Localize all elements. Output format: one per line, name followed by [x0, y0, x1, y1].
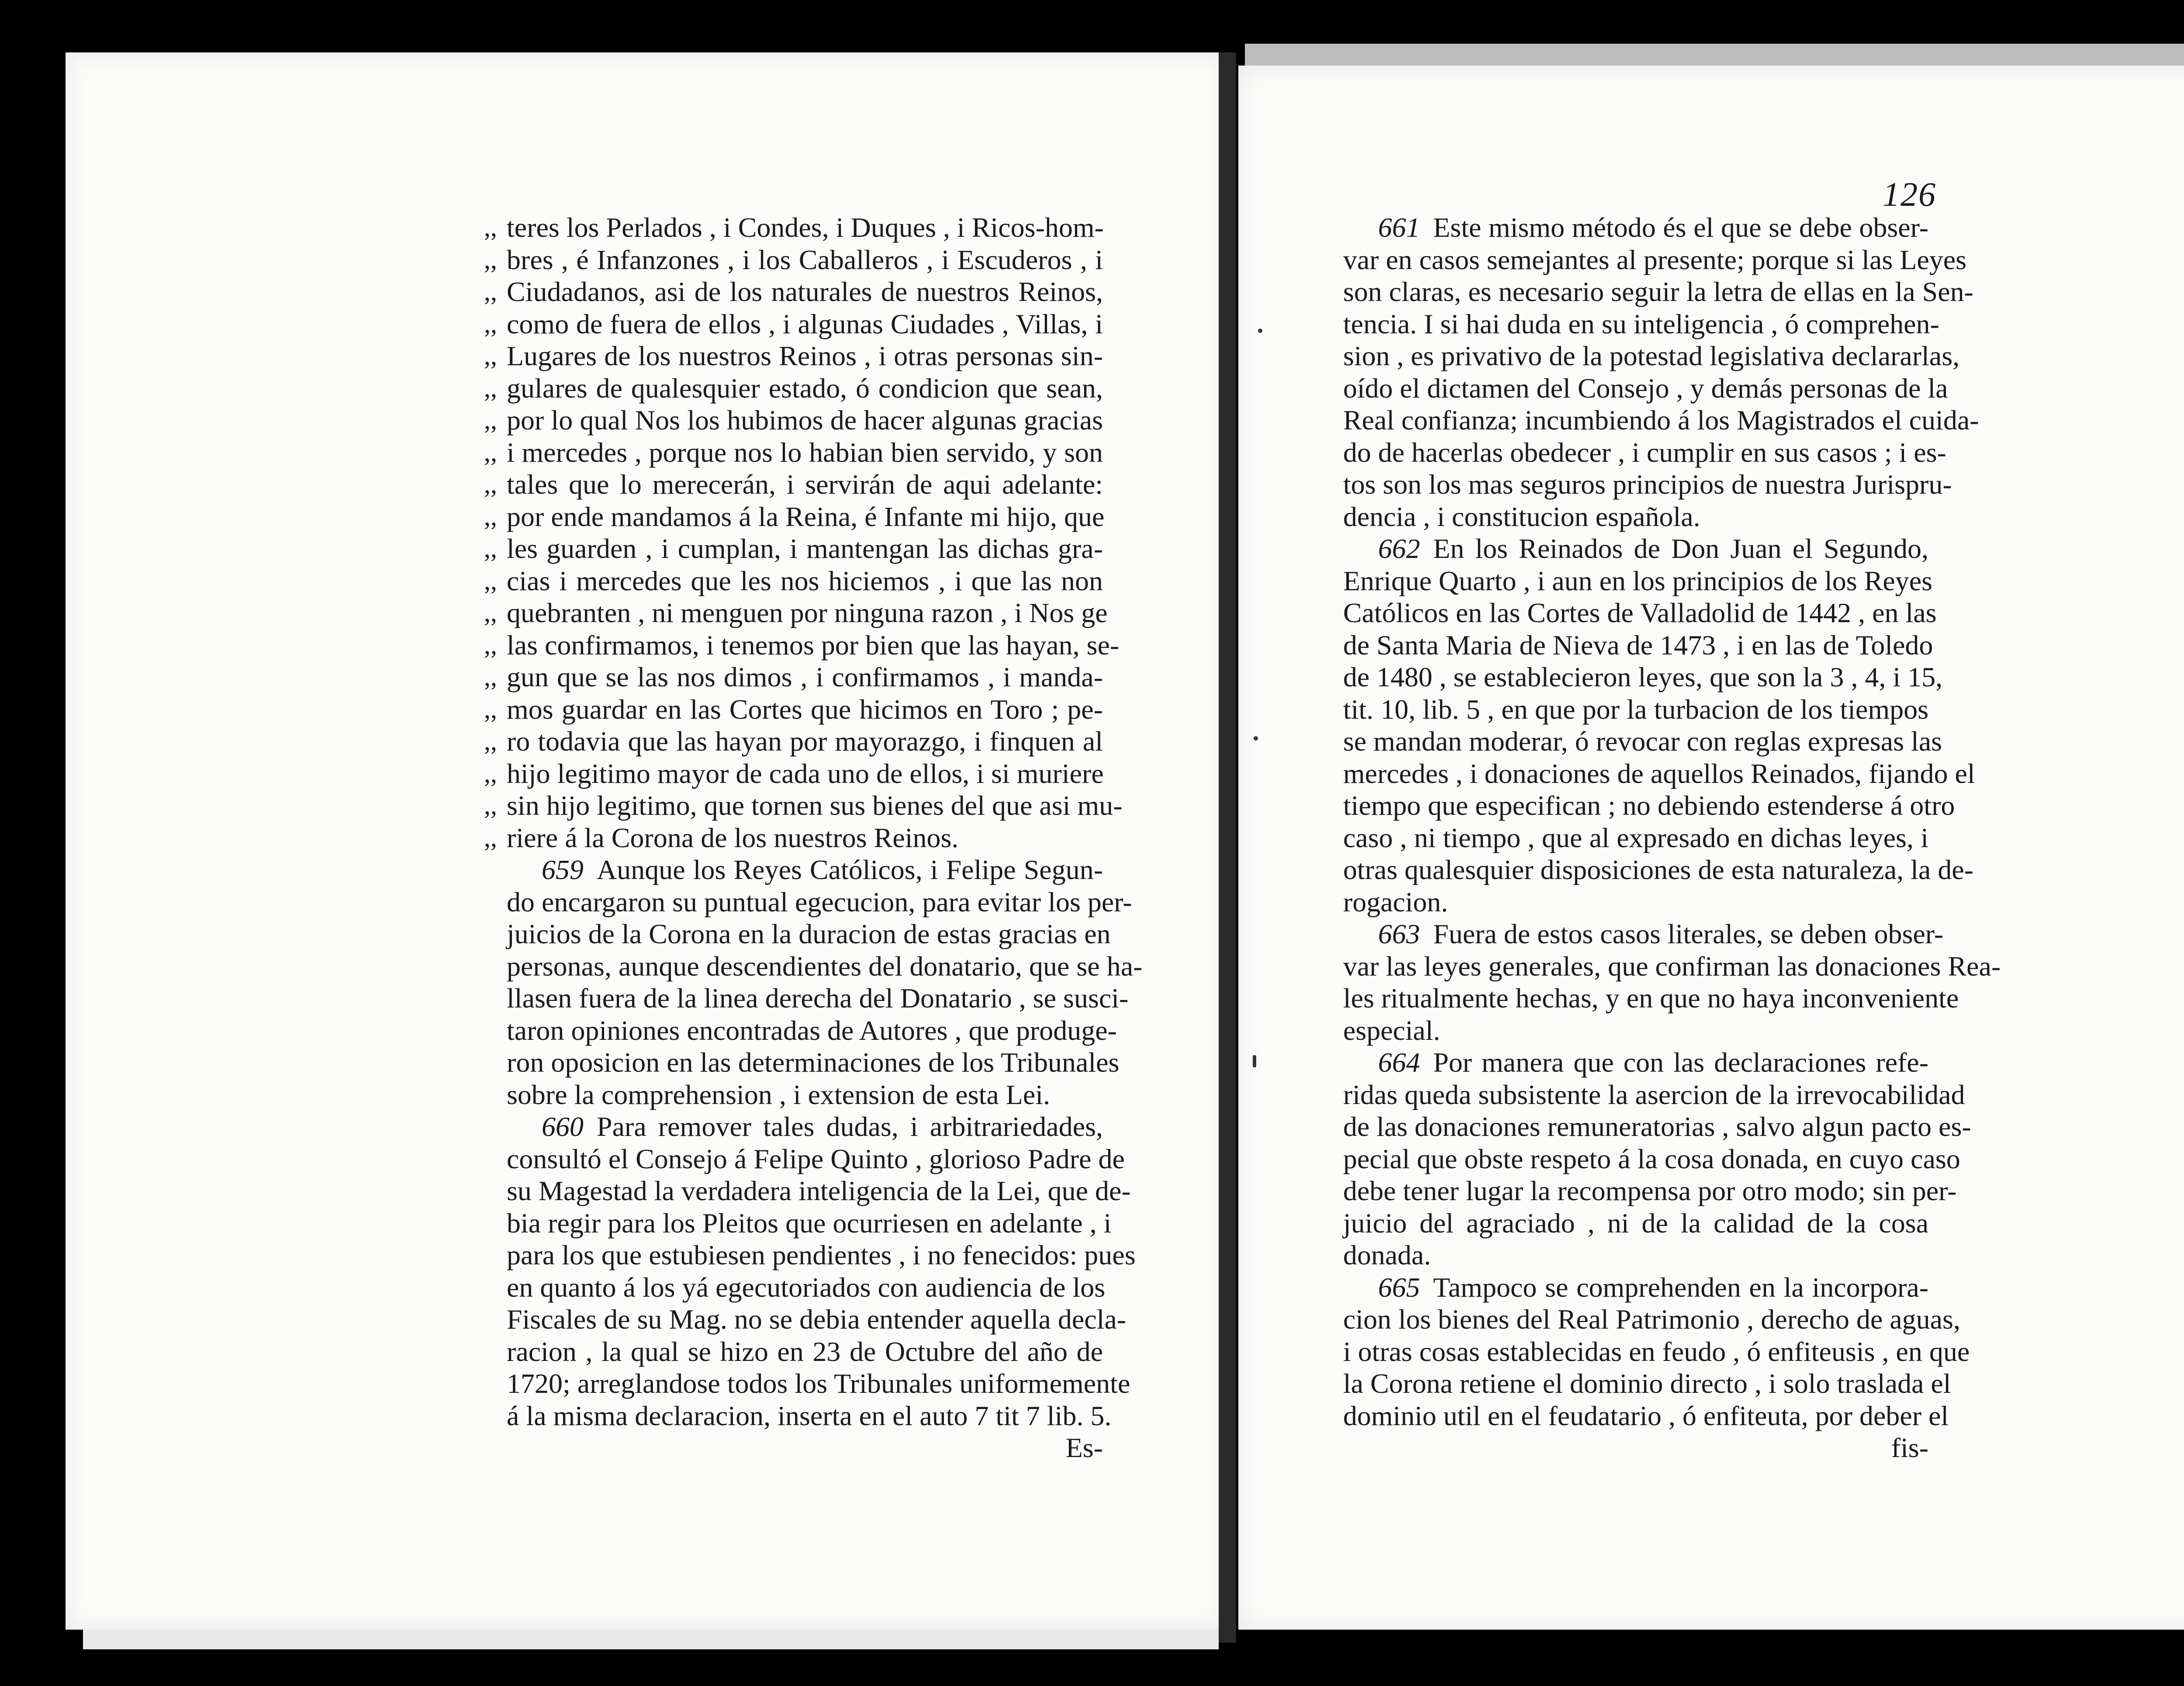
quoted-text: las confirmamos, i tenemos por bien que las hayan, se-	[507, 629, 1120, 661]
quote-mark: ,,	[484, 213, 497, 242]
text-line: á la misma declaracion, inserta en el auto 7 tit 7 lib. 5.	[507, 1400, 1112, 1431]
quoted-law-line	[484, 822, 1103, 854]
text-line: 1720; arreglandose todos los Tribunales uniformemente	[507, 1368, 1130, 1399]
quoted-law-line	[484, 308, 1103, 340]
catchword: Es-	[1065, 1432, 1103, 1463]
text-line	[1343, 918, 1944, 950]
text-line: tencia. I si hai duda en su inteligencia , ó comprehen-	[1343, 308, 1939, 339]
text-line: rogacion.	[1343, 886, 1448, 917]
text-line: donada.	[1343, 1239, 1431, 1271]
text-line: Real confianza; incumbiendo á los Magistrados el cuida-	[1343, 405, 1979, 436]
paragraph-first-line: Aunque los Reyes Católicos, i Felipe Segun-	[597, 854, 1103, 885]
quoted-law-line	[484, 468, 1103, 501]
quoted-text: mos guardar en las Cortes que hicimos en Toro ; pe-	[507, 693, 1103, 725]
quote-mark: ,,	[484, 758, 497, 788]
text-line: les ritualmente hechas, y en que no haya inconveniente	[1343, 983, 1959, 1014]
text-line: ridas queda subsistente la asercion de la irrevocabilidad	[1343, 1079, 1965, 1110]
quoted-law-line	[484, 661, 1103, 693]
quoted-text: hijo legitimo mayor de cada uno de ellos, i si muriere	[507, 758, 1104, 789]
text-line: racion , la qual se hizo en 23 de Octubre del año de	[507, 1336, 1103, 1367]
quoted-law-line	[484, 758, 1104, 790]
quoted-text: tales que lo merecerán, i servirán de aqui adelante:	[507, 469, 1103, 500]
quoted-text: bres , é Infanzones , i los Caballeros , i Escuderos , i	[507, 244, 1103, 275]
quote-mark: ,,	[484, 727, 497, 755]
paragraph-number: 662	[1378, 533, 1420, 564]
paragraph-first-line: Tampoco se comprehenden en la incorpora-	[1433, 1271, 1928, 1303]
quote-mark: ,,	[484, 534, 497, 563]
paragraph-number: 663	[1378, 918, 1420, 949]
text-line: cion los bienes del Real Patrimonio , derecho de aguas,	[1343, 1304, 1960, 1335]
quoted-law-line	[484, 404, 1103, 436]
text-line: tiempo que especifican ; no debiendo estenderse á otro	[1343, 790, 1955, 821]
text-line: Católicos en las Cortes de Valladolid de 1442 , en las	[1343, 597, 1937, 628]
quoted-law-line	[484, 693, 1103, 726]
quoted-text: por lo qual Nos los hubimos de hacer algunas gracias	[507, 405, 1103, 436]
quote-mark: ,,	[484, 373, 497, 402]
quoted-law-line	[484, 565, 1103, 597]
quoted-text: quebranten , ni menguen por ninguna razon , i Nos ge	[507, 597, 1108, 628]
paragraph-number: 664	[1378, 1047, 1420, 1078]
text-line: Fiscales de su Mag. no se debia entender aquella decla-	[507, 1304, 1127, 1335]
quote-mark: ,,	[484, 566, 497, 595]
text-line	[507, 1111, 1103, 1143]
text-line: especial.	[1343, 1014, 1441, 1046]
margin-mark	[1258, 329, 1262, 333]
quoted-law-line	[484, 244, 1103, 276]
text-line: la Corona retiene el dominio directo , i solo traslada el	[1343, 1368, 1951, 1399]
text-line: i otras cosas establecidas en feudo , ó enfiteusis , en que	[1343, 1336, 1970, 1367]
text-line: juicios de la Corona en la duracion de estas gracias en	[507, 918, 1111, 949]
quoted-law-line	[484, 789, 1123, 822]
text-line: dominio util en el feudatario , ó enfiteuta, por deber el	[1343, 1400, 1949, 1431]
text-line: ron oposicion en las determinaciones de los Tribunales	[507, 1047, 1120, 1078]
text-line: oído el dictamen del Consejo , y demás personas de la	[1343, 372, 1948, 404]
quote-mark: ,,	[484, 437, 497, 467]
text-line: su Magestad la verdadera inteligencia de la Lei, que de-	[507, 1175, 1131, 1206]
text-line	[1343, 1046, 1928, 1079]
quote-mark: ,,	[484, 823, 497, 852]
page-number: 126	[1883, 175, 1936, 213]
text-line: personas, aunque descendientes del donatario, que se ha-	[507, 950, 1143, 982]
text-line: sion , es privativo de la potestad legislativa declararlas,	[1343, 340, 1960, 371]
quoted-text: riere á la Corona de los nuestros Reinos.	[507, 822, 959, 853]
quote-mark: ,,	[484, 277, 497, 306]
paragraph-number: 665	[1378, 1271, 1420, 1303]
paragraph-first-line: Fuera de estos casos literales, se deben obser-	[1433, 918, 1944, 949]
quoted-law-line	[484, 629, 1120, 661]
quote-mark: ,,	[484, 694, 497, 724]
quoted-text: ro todavia que las hayan por mayorazgo, i finquen al	[507, 726, 1103, 757]
text-line: tos son los mas seguros principios de nuestra Jurispru-	[1343, 469, 1952, 500]
text-line: tit. 10, lib. 5 , en que por la turbacion de los tiempos	[1343, 693, 1928, 725]
quote-mark: ,,	[484, 662, 497, 691]
quote-mark: ,,	[484, 598, 497, 627]
right-text-column	[1343, 211, 2001, 1464]
text-line: mercedes , i donaciones de aquellos Reinados, fijando el	[1343, 758, 1975, 789]
quote-mark: ,,	[484, 791, 497, 820]
quoted-text: gun que se las nos dimos , i confirmamos , i manda-	[507, 661, 1103, 692]
text-line: var las leyes generales, que confirman las donaciones Rea-	[1343, 950, 2001, 982]
text-line: sobre la comprehension , i extension de esta Lei.	[507, 1079, 1051, 1110]
quoted-text: teres los Perlados , i Condes, i Duques , i Ricos-hom-	[507, 212, 1104, 243]
paragraph-first-line: Este mismo método és el que se debe obser-	[1433, 212, 1928, 243]
quote-mark: ,,	[484, 309, 497, 338]
quote-mark: ,,	[484, 341, 497, 370]
quote-mark: ,,	[484, 502, 497, 531]
text-line: Enrique Quarto , i aun en los principios de los Reyes	[1343, 565, 1933, 596]
text-line: var en casos semejantes al presente; porque si las Leyes	[1343, 244, 1967, 275]
text-line: llasen fuera de la linea derecha del Donatario , se susci-	[507, 983, 1129, 1014]
text-line: de Santa Maria de Nieva de 1473 , i en las de Toledo	[1343, 629, 1933, 661]
quoted-text: les guarden , i cumplan, i mantengan las dichas gra-	[507, 533, 1103, 564]
quote-mark: ,,	[484, 630, 497, 659]
margin-mark	[1254, 736, 1258, 741]
quoted-text: como de fuera de ellos , i algunas Ciudades , Villas, i	[507, 308, 1103, 339]
quoted-law-line	[484, 725, 1103, 758]
paragraph-first-line: En los Reinados de Don Juan el Segundo,	[1433, 533, 1928, 564]
left-text-column	[484, 211, 1143, 1464]
quote-mark: ,,	[484, 245, 497, 274]
paragraph-first-line: Para remover tales dudas, i arbitrariedades,	[597, 1111, 1103, 1142]
text-line: caso , ni tiempo , que al expresado en dichas leyes, i	[1343, 822, 1928, 853]
text-line	[507, 854, 1103, 886]
text-line: taron opiniones encontradas de Autores , que produge-	[507, 1014, 1117, 1046]
quoted-text: gulares de qualesquier estado, ó condicion que sean,	[507, 372, 1103, 404]
margin-mark	[1253, 1055, 1256, 1067]
book-gutter	[1219, 52, 1236, 1643]
text-line: de 1480 , se establecieron leyes, que son la 3 , 4, i 15,	[1343, 661, 1943, 692]
paragraph-first-line: Por manera que con las declaraciones refe-	[1433, 1047, 1928, 1078]
text-line: bia regir para los Pleitos que ocurriesen en adelante , i	[507, 1207, 1112, 1239]
quoted-text: por ende mandamos á la Reina, é Infante mi hijo, que	[507, 501, 1105, 532]
text-line: para los que estubiesen pendientes , i no fenecidos: pues	[507, 1239, 1136, 1271]
quoted-text: Lugares de los nuestros Reinos , i otras personas sin-	[507, 340, 1103, 371]
text-line: de las donaciones remuneratorias , salvo algun pacto es-	[1343, 1111, 1971, 1142]
quoted-text: sin hijo legitimo, que tornen sus bienes del que asi mu-	[507, 790, 1123, 821]
quoted-law-line	[484, 436, 1103, 469]
text-line: en quanto á los yá egecutoriados con audiencia de los	[507, 1271, 1106, 1303]
quoted-law-line	[484, 533, 1103, 565]
text-line: dencia , i constitucion española.	[1343, 501, 1700, 532]
text-line: do encargaron su puntual egecucion, para evitar los per-	[507, 886, 1132, 917]
quoted-law-line	[484, 276, 1103, 308]
quoted-law-line	[484, 340, 1103, 372]
text-line: do de hacerlas obedecer , i cumplir en sus casos ; i es-	[1343, 436, 1946, 468]
text-line: debe tener lugar la recompensa por otro modo; sin per-	[1343, 1175, 1957, 1206]
text-line: juicio del agraciado , ni de la calidad de la cosa	[1343, 1207, 1928, 1239]
quoted-text: cias i mercedes que les nos hiciemos , i que las non	[507, 565, 1103, 596]
text-line	[1343, 1271, 1928, 1304]
text-line: otras qualesquier disposiciones de esta naturaleza, la de-	[1343, 854, 1973, 885]
quoted-text: Ciudadanos, asi de los naturales de nuestros Reinos,	[507, 276, 1103, 307]
quoted-text: i mercedes , porque nos lo habian bien servido, y son	[507, 436, 1103, 468]
quoted-law-line	[484, 501, 1105, 533]
paragraph-number: 661	[1378, 212, 1420, 243]
quoted-law-line	[484, 211, 1104, 244]
paragraph-number: 659	[542, 854, 584, 885]
text-line	[1343, 211, 1928, 244]
catchword: fis-	[1891, 1432, 1928, 1463]
quote-mark: ,,	[484, 470, 497, 499]
quote-mark: ,,	[484, 405, 497, 434]
text-line: son claras, es necesario seguir la letra de ellas en la Sen-	[1343, 276, 1973, 307]
quoted-law-line	[484, 597, 1108, 629]
text-line: consultó el Consejo á Felipe Quinto , glorioso Padre de	[507, 1143, 1125, 1174]
paragraph-number: 660	[542, 1111, 584, 1142]
text-line: pecial que obste respeto á la cosa donada, en cuyo caso	[1343, 1143, 1960, 1174]
quoted-law-line	[484, 372, 1103, 405]
text-line: se mandan moderar, ó revocar con reglas expresas las	[1343, 726, 1942, 757]
text-line	[1343, 533, 1928, 565]
